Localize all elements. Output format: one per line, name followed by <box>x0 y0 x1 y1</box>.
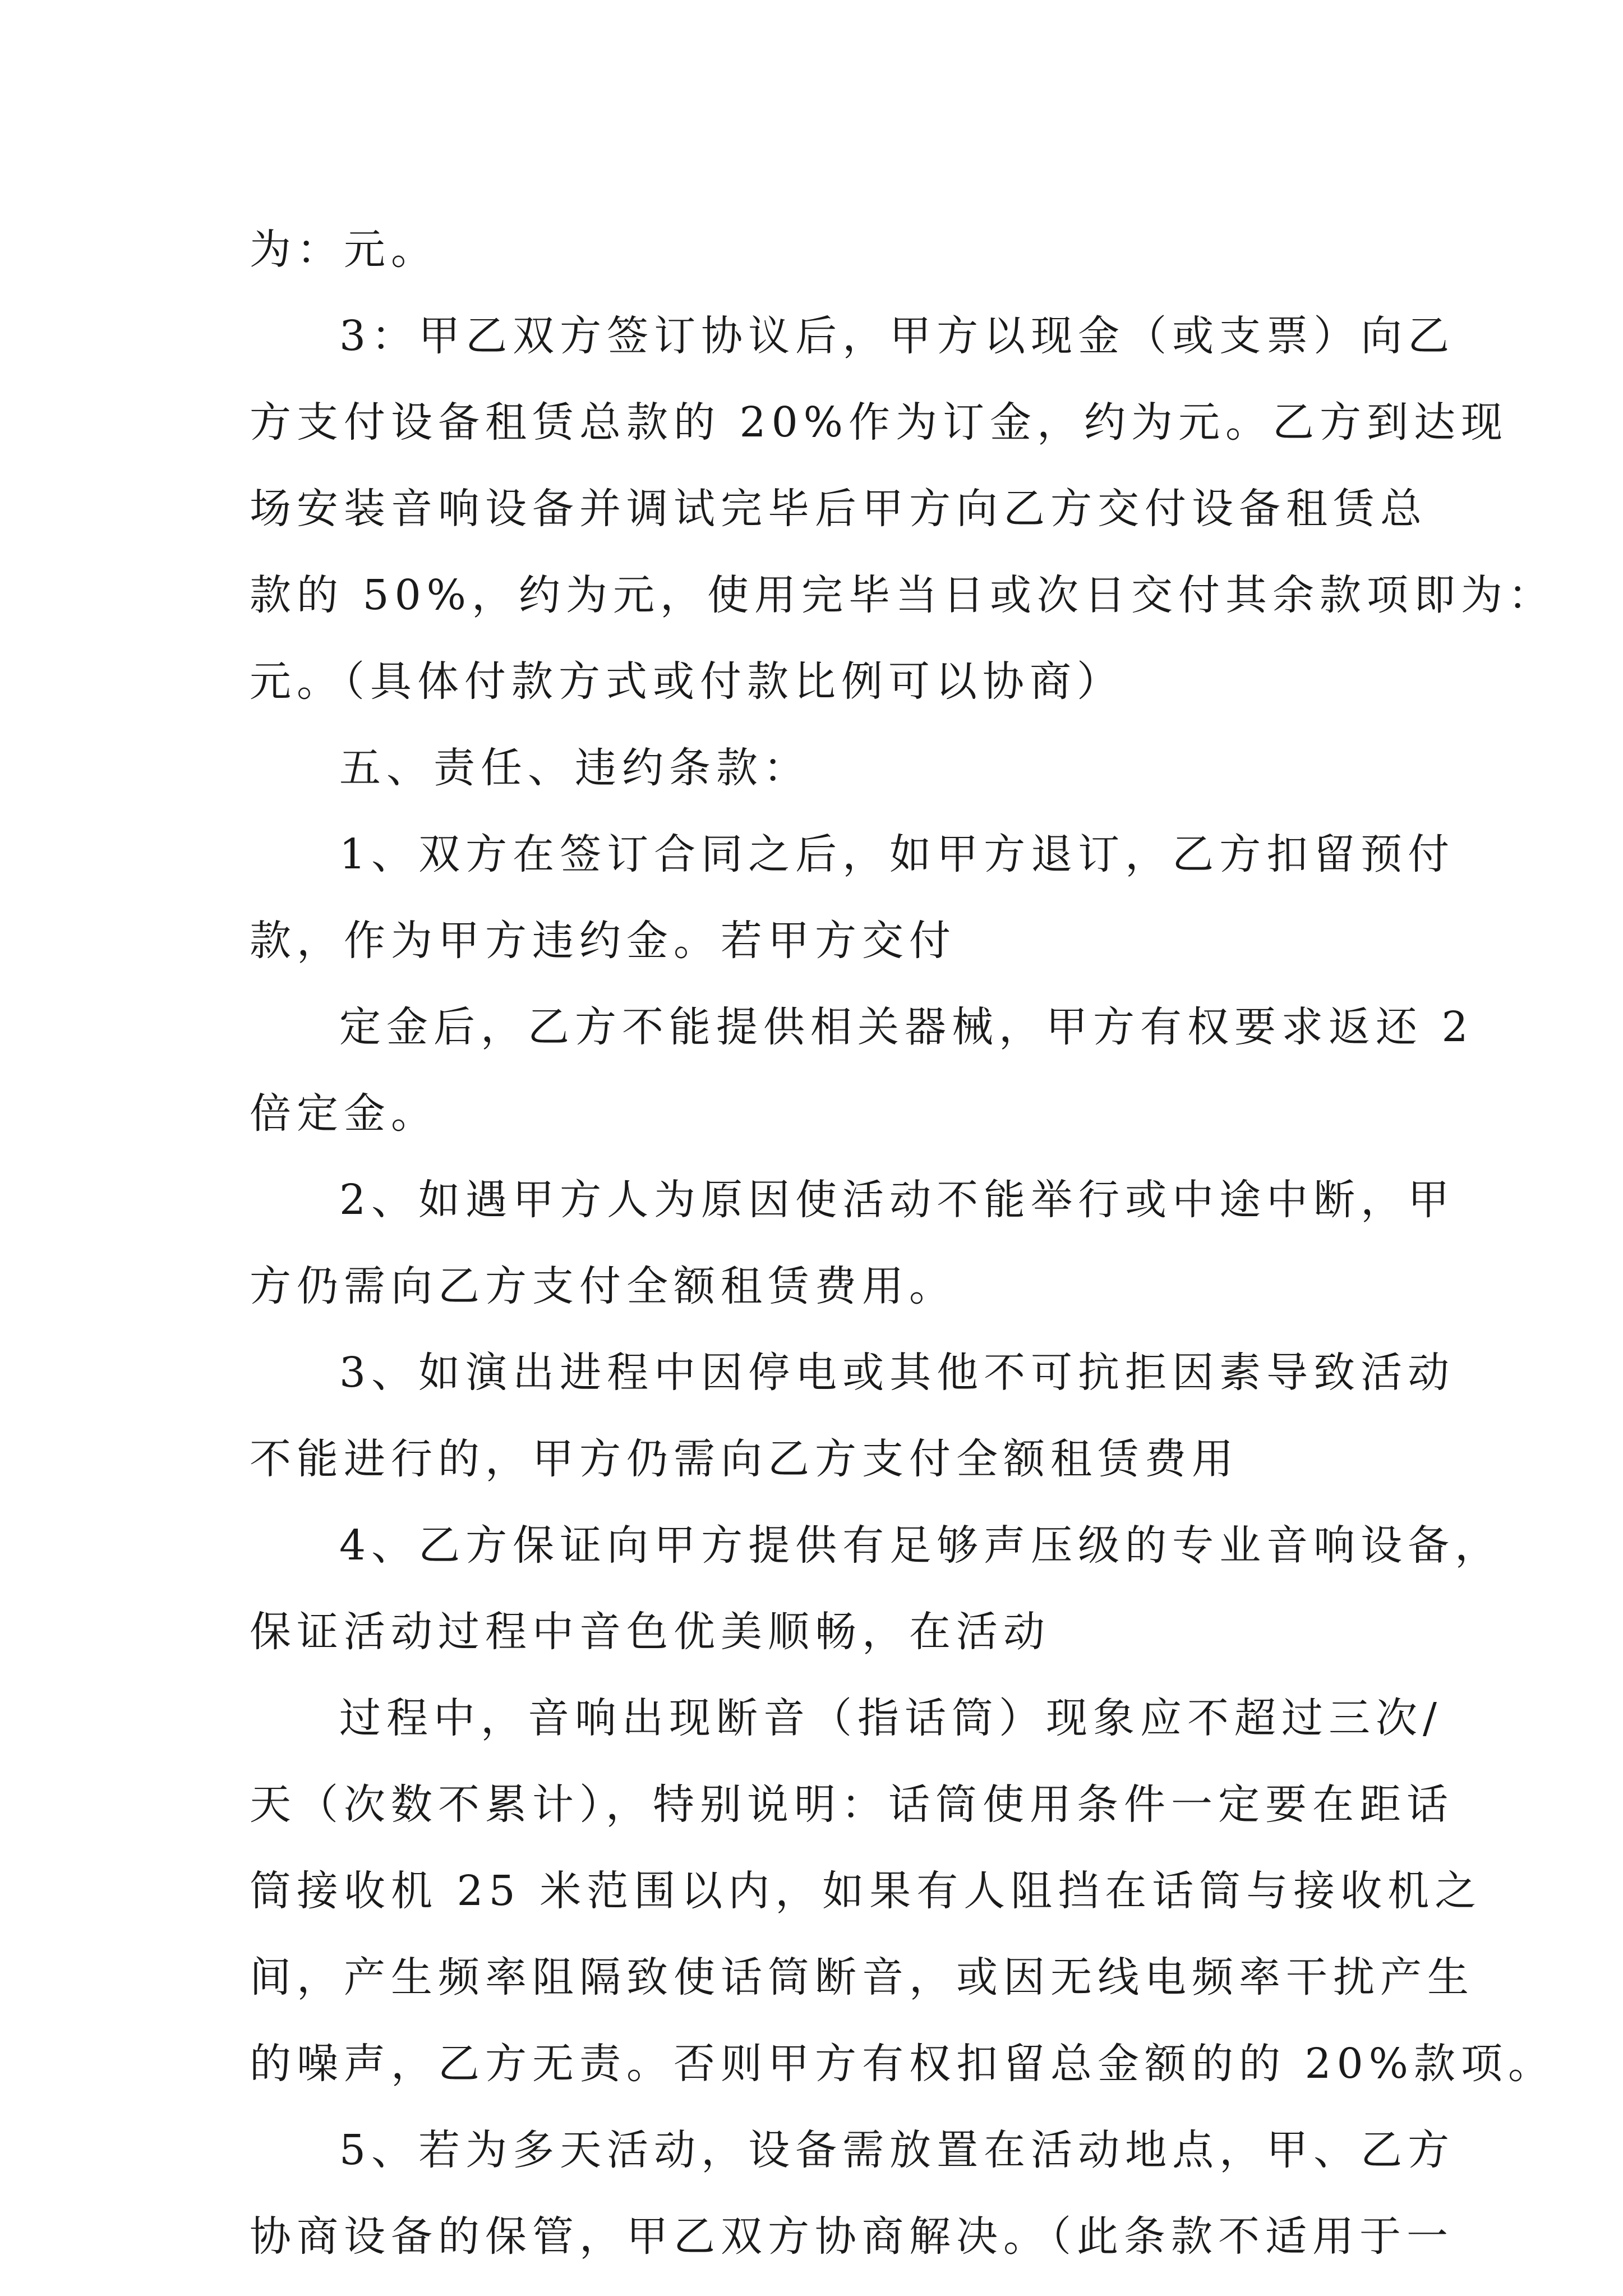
text-line: 方仍需向乙方支付全额租赁费用。 <box>250 1262 956 1310</box>
text-line: 款的 50%，约为元，使用完毕当日或次日交付其余款项即为： <box>250 571 1555 619</box>
text-line: 场安装音响设备并调试完毕后甲方向乙方交付设备租赁总 <box>250 485 1427 533</box>
text-line: 方支付设备租赁总款的 20%作为订金，约为元。乙方到达现 <box>250 398 1508 447</box>
text-line: 协商设备的保管，甲乙双方协商解决。（此条款不适用于一 <box>250 2212 1454 2261</box>
text-line: 倍定金。 <box>250 1089 438 1138</box>
text-line: 天（次数不累计），特别说明：话筒使用条件一定要在距话 <box>250 1780 1454 1829</box>
text-line: 间，产生频率阻隔致使话筒断音，或因无线电频率干扰产生 <box>250 1953 1474 2001</box>
text-line: 4、乙方保证向甲方提供有足够声压级的专业音响设备， <box>339 1521 1502 1570</box>
text-line: 筒接收机 25 米范围以内，如果有人阻挡在话筒与接收机之 <box>250 1867 1482 1915</box>
text-line: 过程中，音响出现断音（指话筒）现象应不超过三次/ <box>339 1694 1442 1742</box>
text-line: 2、如遇甲方人为原因使活动不能举行或中途中断，甲 <box>339 1176 1455 1224</box>
text-line: 为：元。 <box>250 226 438 274</box>
text-line: 5、若为多天活动，设备需放置在活动地点，甲、乙方 <box>339 2126 1455 2174</box>
text-line: 的噪声，乙方无责。否则甲方有权扣留总金额的的 20%款项。 <box>250 2040 1555 2088</box>
text-line: 元。（具体付款方式或付款比例可以协商） <box>250 657 1124 706</box>
text-line: 不能进行的，甲方仍需向乙方支付全额租赁费用 <box>250 1435 1239 1483</box>
document-page <box>250 206 1555 2280</box>
text-line: 3、如演出进程中因停电或其他不可抗拒因素导致活动 <box>339 1349 1455 1397</box>
text-line: 3：甲乙双方签订协议后，甲方以现金（或支票）向乙 <box>339 312 1455 360</box>
section-heading: 五、责任、违约条款： <box>339 744 810 792</box>
text-line: 款，作为甲方违约金。若甲方交付 <box>250 917 956 965</box>
text-line: 1、双方在签订合同之后，如甲方退订，乙方扣留预付 <box>339 830 1455 878</box>
text-line: 定金后，乙方不能提供相关器械，甲方有权要求返还 2 <box>339 1003 1474 1051</box>
text-line: 保证活动过程中音色优美顺畅，在活动 <box>250 1608 1050 1656</box>
